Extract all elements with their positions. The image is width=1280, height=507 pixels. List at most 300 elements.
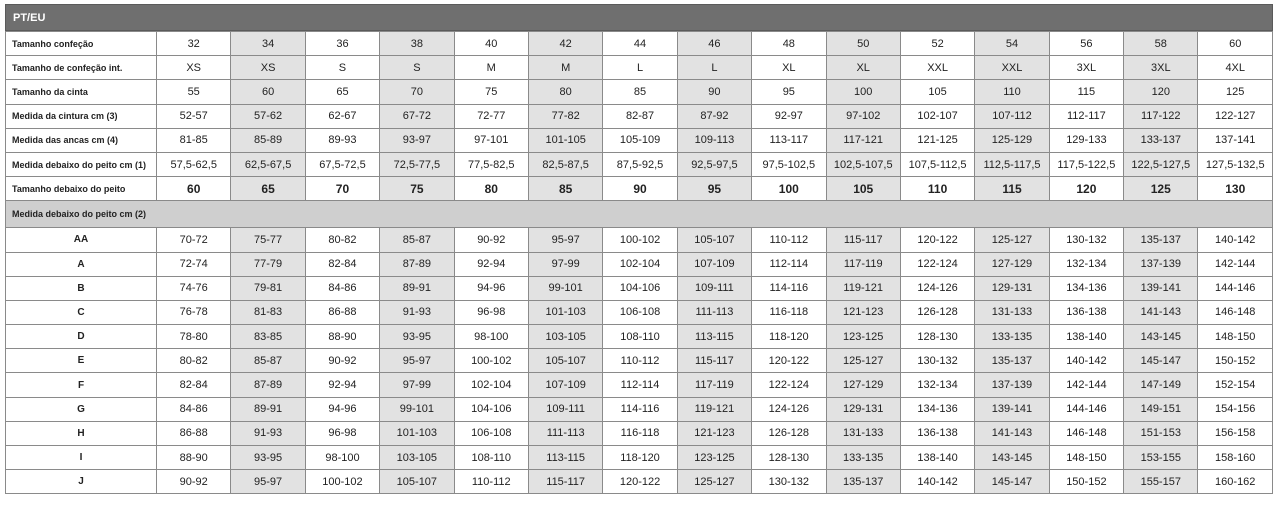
table-cell: 105 bbox=[826, 177, 900, 201]
table-cell: 129-131 bbox=[975, 276, 1049, 300]
table-cell: XXL bbox=[975, 56, 1049, 80]
table-cell: 93-95 bbox=[231, 446, 305, 470]
table-cell: 130 bbox=[1198, 177, 1273, 201]
table-cell: 85-89 bbox=[231, 128, 305, 152]
table-cell: 87-89 bbox=[380, 252, 454, 276]
table-cell: 85 bbox=[528, 177, 602, 201]
table-cell: 98-100 bbox=[305, 446, 379, 470]
table-cell: 91-93 bbox=[231, 421, 305, 445]
table-cell: 119-121 bbox=[677, 397, 751, 421]
table-cell: 158-160 bbox=[1198, 446, 1273, 470]
table-cell: 115 bbox=[975, 177, 1049, 201]
table-cell: 142-144 bbox=[1049, 373, 1123, 397]
table-cell: 120-122 bbox=[752, 349, 826, 373]
table-cell: 105-107 bbox=[380, 470, 454, 494]
table-cell: 62-67 bbox=[305, 104, 379, 128]
table-cell: 141-143 bbox=[1124, 300, 1198, 324]
table-cell: 113-115 bbox=[528, 446, 602, 470]
table-cell: 124-126 bbox=[752, 397, 826, 421]
table-cell: 77,5-82,5 bbox=[454, 152, 528, 176]
table-cell: 115-117 bbox=[826, 228, 900, 252]
table-cell: 102-104 bbox=[454, 373, 528, 397]
table-cell: 123-125 bbox=[677, 446, 751, 470]
table-cell: 116-118 bbox=[603, 421, 677, 445]
cup-label: I bbox=[6, 446, 157, 470]
row-label: Medida debaixo do peito cm (1) bbox=[6, 152, 157, 176]
table-cell: 87-92 bbox=[677, 104, 751, 128]
table-cell: 137-139 bbox=[1124, 252, 1198, 276]
table-cell: 113-115 bbox=[677, 325, 751, 349]
table-cell: 148-150 bbox=[1198, 325, 1273, 349]
cup-row bbox=[6, 421, 1273, 445]
table-cell: 125-127 bbox=[975, 228, 1049, 252]
cup-row bbox=[6, 349, 1273, 373]
table-cell: 56 bbox=[1049, 32, 1123, 56]
table-cell: 100-102 bbox=[454, 349, 528, 373]
table-cell: 120 bbox=[1124, 80, 1198, 104]
table-cell: 139-141 bbox=[975, 397, 1049, 421]
table-cell: 62,5-67,5 bbox=[231, 152, 305, 176]
cup-row bbox=[6, 276, 1273, 300]
size-row bbox=[6, 56, 1273, 80]
table-cell: 112-117 bbox=[1049, 104, 1123, 128]
row-label: Tamanho de confeção int. bbox=[6, 56, 157, 80]
table-cell: 136-138 bbox=[900, 421, 974, 445]
table-cell: 95 bbox=[677, 177, 751, 201]
table-cell: 110 bbox=[900, 177, 974, 201]
table-cell: 78-80 bbox=[157, 325, 231, 349]
table-cell: 145-147 bbox=[1124, 349, 1198, 373]
table-cell: 89-91 bbox=[231, 397, 305, 421]
table-cell: 92-97 bbox=[752, 104, 826, 128]
table-cell: 70-72 bbox=[157, 228, 231, 252]
table-cell: 105-107 bbox=[528, 349, 602, 373]
table-cell: 107-109 bbox=[677, 252, 751, 276]
table-cell: 117-122 bbox=[1124, 104, 1198, 128]
table-cell: 102,5-107,5 bbox=[826, 152, 900, 176]
size-row bbox=[6, 32, 1273, 56]
table-cell: S bbox=[380, 56, 454, 80]
table-cell: 101-103 bbox=[380, 421, 454, 445]
table-cell: 89-91 bbox=[380, 276, 454, 300]
table-cell: 57-62 bbox=[231, 104, 305, 128]
table-cell: 118-120 bbox=[603, 446, 677, 470]
table-cell: 125-127 bbox=[826, 349, 900, 373]
table-cell: 81-83 bbox=[231, 300, 305, 324]
cup-label: AA bbox=[6, 228, 157, 252]
table-cell: 74-76 bbox=[157, 276, 231, 300]
table-cell: 138-140 bbox=[900, 446, 974, 470]
size-chart bbox=[5, 4, 1273, 494]
table-cell: 60 bbox=[157, 177, 231, 201]
table-cell: 86-88 bbox=[157, 421, 231, 445]
cup-row bbox=[6, 252, 1273, 276]
table-cell: XS bbox=[231, 56, 305, 80]
table-cell: 117-119 bbox=[677, 373, 751, 397]
table-cell: 117-121 bbox=[826, 128, 900, 152]
table-cell: 140-142 bbox=[1049, 349, 1123, 373]
table-cell: 101-105 bbox=[528, 128, 602, 152]
table-cell: 70 bbox=[305, 177, 379, 201]
table-cell: 70 bbox=[380, 80, 454, 104]
table-cell: 46 bbox=[677, 32, 751, 56]
table-cell: 128-130 bbox=[900, 325, 974, 349]
table-cell: 125 bbox=[1198, 80, 1273, 104]
table-cell: 130-132 bbox=[900, 349, 974, 373]
table-cell: 87,5-92,5 bbox=[603, 152, 677, 176]
table-cell: 122-127 bbox=[1198, 104, 1273, 128]
table-cell: 95-97 bbox=[528, 228, 602, 252]
table-cell: 105 bbox=[900, 80, 974, 104]
cup-label: E bbox=[6, 349, 157, 373]
size-row bbox=[6, 80, 1273, 104]
table-cell: 90 bbox=[603, 177, 677, 201]
table-cell: 92-94 bbox=[454, 252, 528, 276]
table-cell: 133-135 bbox=[975, 325, 1049, 349]
table-cell: 107-112 bbox=[975, 104, 1049, 128]
table-cell: 117,5-122,5 bbox=[1049, 152, 1123, 176]
table-cell: 65 bbox=[231, 177, 305, 201]
table-cell: 72,5-77,5 bbox=[380, 152, 454, 176]
table-cell: 151-153 bbox=[1124, 421, 1198, 445]
table-cell: XL bbox=[826, 56, 900, 80]
table-cell: 138-140 bbox=[1049, 325, 1123, 349]
table-cell: 81-85 bbox=[157, 128, 231, 152]
table-cell: 87-89 bbox=[231, 373, 305, 397]
table-cell: 112-114 bbox=[603, 373, 677, 397]
table-cell: 80-82 bbox=[305, 228, 379, 252]
table-cell: 82-84 bbox=[157, 373, 231, 397]
table-cell: 122,5-127,5 bbox=[1124, 152, 1198, 176]
table-cell: 133-137 bbox=[1124, 128, 1198, 152]
table-cell: 110-112 bbox=[603, 349, 677, 373]
table-cell: 40 bbox=[454, 32, 528, 56]
table-cell: 60 bbox=[1198, 32, 1273, 56]
table-cell: 4XL bbox=[1198, 56, 1273, 80]
table-cell: 106-108 bbox=[454, 421, 528, 445]
table-cell: 103-105 bbox=[528, 325, 602, 349]
table-cell: 120-122 bbox=[603, 470, 677, 494]
table-cell: 139-141 bbox=[1124, 276, 1198, 300]
table-cell: 114-116 bbox=[752, 276, 826, 300]
table-cell: 123-125 bbox=[826, 325, 900, 349]
table-cell: 112-114 bbox=[752, 252, 826, 276]
table-cell: XXL bbox=[900, 56, 974, 80]
size-table bbox=[5, 31, 1273, 494]
table-cell: 100 bbox=[826, 80, 900, 104]
table-cell: 106-108 bbox=[603, 300, 677, 324]
cup-label: D bbox=[6, 325, 157, 349]
cup-label: J bbox=[6, 470, 157, 494]
size-row bbox=[6, 177, 1273, 201]
table-cell: 97-102 bbox=[826, 104, 900, 128]
table-cell: 97-101 bbox=[454, 128, 528, 152]
table-cell: 155-157 bbox=[1124, 470, 1198, 494]
table-cell: 135-137 bbox=[975, 349, 1049, 373]
table-cell: 125-129 bbox=[975, 128, 1049, 152]
table-cell: 65 bbox=[305, 80, 379, 104]
table-cell: 44 bbox=[603, 32, 677, 56]
table-cell: 93-97 bbox=[380, 128, 454, 152]
section-label: Medida debaixo do peito cm (2) bbox=[6, 201, 1273, 228]
table-cell: 102-104 bbox=[603, 252, 677, 276]
table-cell: 140-142 bbox=[1198, 228, 1273, 252]
table-cell: 100-102 bbox=[305, 470, 379, 494]
cup-row bbox=[6, 373, 1273, 397]
table-cell: 152-154 bbox=[1198, 373, 1273, 397]
table-cell: 135-137 bbox=[1124, 228, 1198, 252]
table-cell: 90-92 bbox=[454, 228, 528, 252]
size-row bbox=[6, 104, 1273, 128]
table-cell: 94-96 bbox=[454, 276, 528, 300]
table-cell: 119-121 bbox=[826, 276, 900, 300]
table-cell: 82-87 bbox=[603, 104, 677, 128]
table-cell: 144-146 bbox=[1049, 397, 1123, 421]
table-cell: 93-95 bbox=[380, 325, 454, 349]
table-cell: 126-128 bbox=[900, 300, 974, 324]
table-cell: 132-134 bbox=[1049, 252, 1123, 276]
table-cell: 57,5-62,5 bbox=[157, 152, 231, 176]
table-cell: 102-107 bbox=[900, 104, 974, 128]
table-cell: 107-109 bbox=[528, 373, 602, 397]
table-cell: 42 bbox=[528, 32, 602, 56]
table-cell: 34 bbox=[231, 32, 305, 56]
table-cell: 128-130 bbox=[752, 446, 826, 470]
table-cell: 96-98 bbox=[305, 421, 379, 445]
table-cell: 134-136 bbox=[900, 397, 974, 421]
table-cell: 80 bbox=[454, 177, 528, 201]
table-cell: 131-133 bbox=[975, 300, 1049, 324]
row-label: Tamanho debaixo do peito bbox=[6, 177, 157, 201]
table-cell: 67,5-72,5 bbox=[305, 152, 379, 176]
table-cell: 83-85 bbox=[231, 325, 305, 349]
table-cell: 67-72 bbox=[380, 104, 454, 128]
table-cell: 88-90 bbox=[305, 325, 379, 349]
table-cell: 145-147 bbox=[975, 470, 1049, 494]
cup-label: B bbox=[6, 276, 157, 300]
table-cell: 118-120 bbox=[752, 325, 826, 349]
table-cell: 104-106 bbox=[454, 397, 528, 421]
cup-row bbox=[6, 300, 1273, 324]
cup-row bbox=[6, 446, 1273, 470]
table-cell: 96-98 bbox=[454, 300, 528, 324]
table-cell: 101-103 bbox=[528, 300, 602, 324]
table-cell: 108-110 bbox=[603, 325, 677, 349]
table-cell: 127,5-132,5 bbox=[1198, 152, 1273, 176]
table-cell: 149-151 bbox=[1124, 397, 1198, 421]
table-cell: 115-117 bbox=[677, 349, 751, 373]
row-label: Medida das ancas cm (4) bbox=[6, 128, 157, 152]
table-cell: 82-84 bbox=[305, 252, 379, 276]
table-cell: 154-156 bbox=[1198, 397, 1273, 421]
table-cell: XL bbox=[752, 56, 826, 80]
table-cell: 133-135 bbox=[826, 446, 900, 470]
table-cell: 80-82 bbox=[157, 349, 231, 373]
size-row bbox=[6, 128, 1273, 152]
table-cell: 38 bbox=[380, 32, 454, 56]
table-cell: 104-106 bbox=[603, 276, 677, 300]
table-cell: 72-77 bbox=[454, 104, 528, 128]
table-cell: 114-116 bbox=[603, 397, 677, 421]
table-cell: 86-88 bbox=[305, 300, 379, 324]
table-cell: 105-107 bbox=[677, 228, 751, 252]
table-cell: 121-123 bbox=[826, 300, 900, 324]
table-cell: 148-150 bbox=[1049, 446, 1123, 470]
cup-label: H bbox=[6, 421, 157, 445]
table-cell: L bbox=[603, 56, 677, 80]
table-cell: 89-93 bbox=[305, 128, 379, 152]
table-cell: 91-93 bbox=[380, 300, 454, 324]
table-cell: 135-137 bbox=[826, 470, 900, 494]
table-cell: 143-145 bbox=[1124, 325, 1198, 349]
table-cell: 105-109 bbox=[603, 128, 677, 152]
cup-label: G bbox=[6, 397, 157, 421]
table-cell: 142-144 bbox=[1198, 252, 1273, 276]
table-cell: 125-127 bbox=[677, 470, 751, 494]
table-cell: 90-92 bbox=[157, 470, 231, 494]
table-cell: 132-134 bbox=[900, 373, 974, 397]
table-cell: 153-155 bbox=[1124, 446, 1198, 470]
table-cell: 97-99 bbox=[380, 373, 454, 397]
table-cell: 79-81 bbox=[231, 276, 305, 300]
table-cell: 147-149 bbox=[1124, 373, 1198, 397]
cup-label: F bbox=[6, 373, 157, 397]
table-cell: 90-92 bbox=[305, 349, 379, 373]
section-header-row bbox=[6, 201, 1273, 228]
table-cell: 108-110 bbox=[454, 446, 528, 470]
table-cell: 160-162 bbox=[1198, 470, 1273, 494]
table-cell: 52-57 bbox=[157, 104, 231, 128]
table-cell: 52 bbox=[900, 32, 974, 56]
table-cell: 127-129 bbox=[975, 252, 1049, 276]
table-cell: 129-131 bbox=[826, 397, 900, 421]
table-cell: 77-79 bbox=[231, 252, 305, 276]
table-cell: 146-148 bbox=[1198, 300, 1273, 324]
table-cell: 99-101 bbox=[380, 397, 454, 421]
table-cell: 115-117 bbox=[528, 470, 602, 494]
row-label: Tamanho confeção bbox=[6, 32, 157, 56]
table-cell: 3XL bbox=[1124, 56, 1198, 80]
table-cell: 127-129 bbox=[826, 373, 900, 397]
table-cell: 58 bbox=[1124, 32, 1198, 56]
table-cell: 88-90 bbox=[157, 446, 231, 470]
table-cell: 94-96 bbox=[305, 397, 379, 421]
table-cell: 109-113 bbox=[677, 128, 751, 152]
table-cell: 77-82 bbox=[528, 104, 602, 128]
table-cell: 110 bbox=[975, 80, 1049, 104]
cup-row bbox=[6, 228, 1273, 252]
table-cell: 72-74 bbox=[157, 252, 231, 276]
table-cell: 97-99 bbox=[528, 252, 602, 276]
table-cell: 109-111 bbox=[528, 397, 602, 421]
table-cell: 84-86 bbox=[157, 397, 231, 421]
table-cell: 92-94 bbox=[305, 373, 379, 397]
table-cell: 75-77 bbox=[231, 228, 305, 252]
table-cell: 85 bbox=[603, 80, 677, 104]
table-cell: 54 bbox=[975, 32, 1049, 56]
table-cell: 92,5-97,5 bbox=[677, 152, 751, 176]
table-cell: 103-105 bbox=[380, 446, 454, 470]
cup-label: A bbox=[6, 252, 157, 276]
table-cell: 84-86 bbox=[305, 276, 379, 300]
table-cell: L bbox=[677, 56, 751, 80]
table-cell: 110-112 bbox=[752, 228, 826, 252]
table-cell: 141-143 bbox=[975, 421, 1049, 445]
table-cell: 150-152 bbox=[1049, 470, 1123, 494]
table-cell: 122-124 bbox=[752, 373, 826, 397]
table-cell: 136-138 bbox=[1049, 300, 1123, 324]
table-cell: 130-132 bbox=[752, 470, 826, 494]
table-cell: 143-145 bbox=[975, 446, 1049, 470]
table-cell: 125 bbox=[1124, 177, 1198, 201]
table-cell: 50 bbox=[826, 32, 900, 56]
table-cell: 112,5-117,5 bbox=[975, 152, 1049, 176]
table-cell: 80 bbox=[528, 80, 602, 104]
table-cell: 121-125 bbox=[900, 128, 974, 152]
table-cell: 100 bbox=[752, 177, 826, 201]
table-cell: 82,5-87,5 bbox=[528, 152, 602, 176]
cup-row bbox=[6, 470, 1273, 494]
row-label: Medida da cintura cm (3) bbox=[6, 104, 157, 128]
table-cell: 130-132 bbox=[1049, 228, 1123, 252]
table-cell: 36 bbox=[305, 32, 379, 56]
table-cell: 131-133 bbox=[826, 421, 900, 445]
table-cell: 129-133 bbox=[1049, 128, 1123, 152]
table-cell: 98-100 bbox=[454, 325, 528, 349]
table-cell: 48 bbox=[752, 32, 826, 56]
table-cell: 75 bbox=[380, 177, 454, 201]
table-cell: 134-136 bbox=[1049, 276, 1123, 300]
table-cell: 111-113 bbox=[528, 421, 602, 445]
table-cell: 60 bbox=[231, 80, 305, 104]
table-cell: 117-119 bbox=[826, 252, 900, 276]
table-cell: 122-124 bbox=[900, 252, 974, 276]
size-row bbox=[6, 152, 1273, 176]
table-cell: 156-158 bbox=[1198, 421, 1273, 445]
table-cell: 120 bbox=[1049, 177, 1123, 201]
table-cell: 3XL bbox=[1049, 56, 1123, 80]
table-cell: 115 bbox=[1049, 80, 1123, 104]
table-cell: 55 bbox=[157, 80, 231, 104]
table-cell: 126-128 bbox=[752, 421, 826, 445]
table-cell: 76-78 bbox=[157, 300, 231, 324]
table-cell: S bbox=[305, 56, 379, 80]
cup-row bbox=[6, 397, 1273, 421]
table-cell: 113-117 bbox=[752, 128, 826, 152]
cup-label: C bbox=[6, 300, 157, 324]
table-cell: 116-118 bbox=[752, 300, 826, 324]
table-cell: 95 bbox=[752, 80, 826, 104]
table-cell: XS bbox=[157, 56, 231, 80]
table-cell: 110-112 bbox=[454, 470, 528, 494]
table-cell: 90 bbox=[677, 80, 751, 104]
cup-row bbox=[6, 325, 1273, 349]
table-cell: 85-87 bbox=[380, 228, 454, 252]
table-cell: 95-97 bbox=[231, 470, 305, 494]
table-cell: 107,5-112,5 bbox=[900, 152, 974, 176]
table-cell: 75 bbox=[454, 80, 528, 104]
table-cell: 95-97 bbox=[380, 349, 454, 373]
table-cell: 121-123 bbox=[677, 421, 751, 445]
table-cell: 85-87 bbox=[231, 349, 305, 373]
table-cell: 140-142 bbox=[900, 470, 974, 494]
table-cell: 32 bbox=[157, 32, 231, 56]
table-cell: M bbox=[528, 56, 602, 80]
table-cell: 97,5-102,5 bbox=[752, 152, 826, 176]
table-cell: 146-148 bbox=[1049, 421, 1123, 445]
chart-title: PT/EU bbox=[5, 4, 1273, 31]
table-cell: 111-113 bbox=[677, 300, 751, 324]
